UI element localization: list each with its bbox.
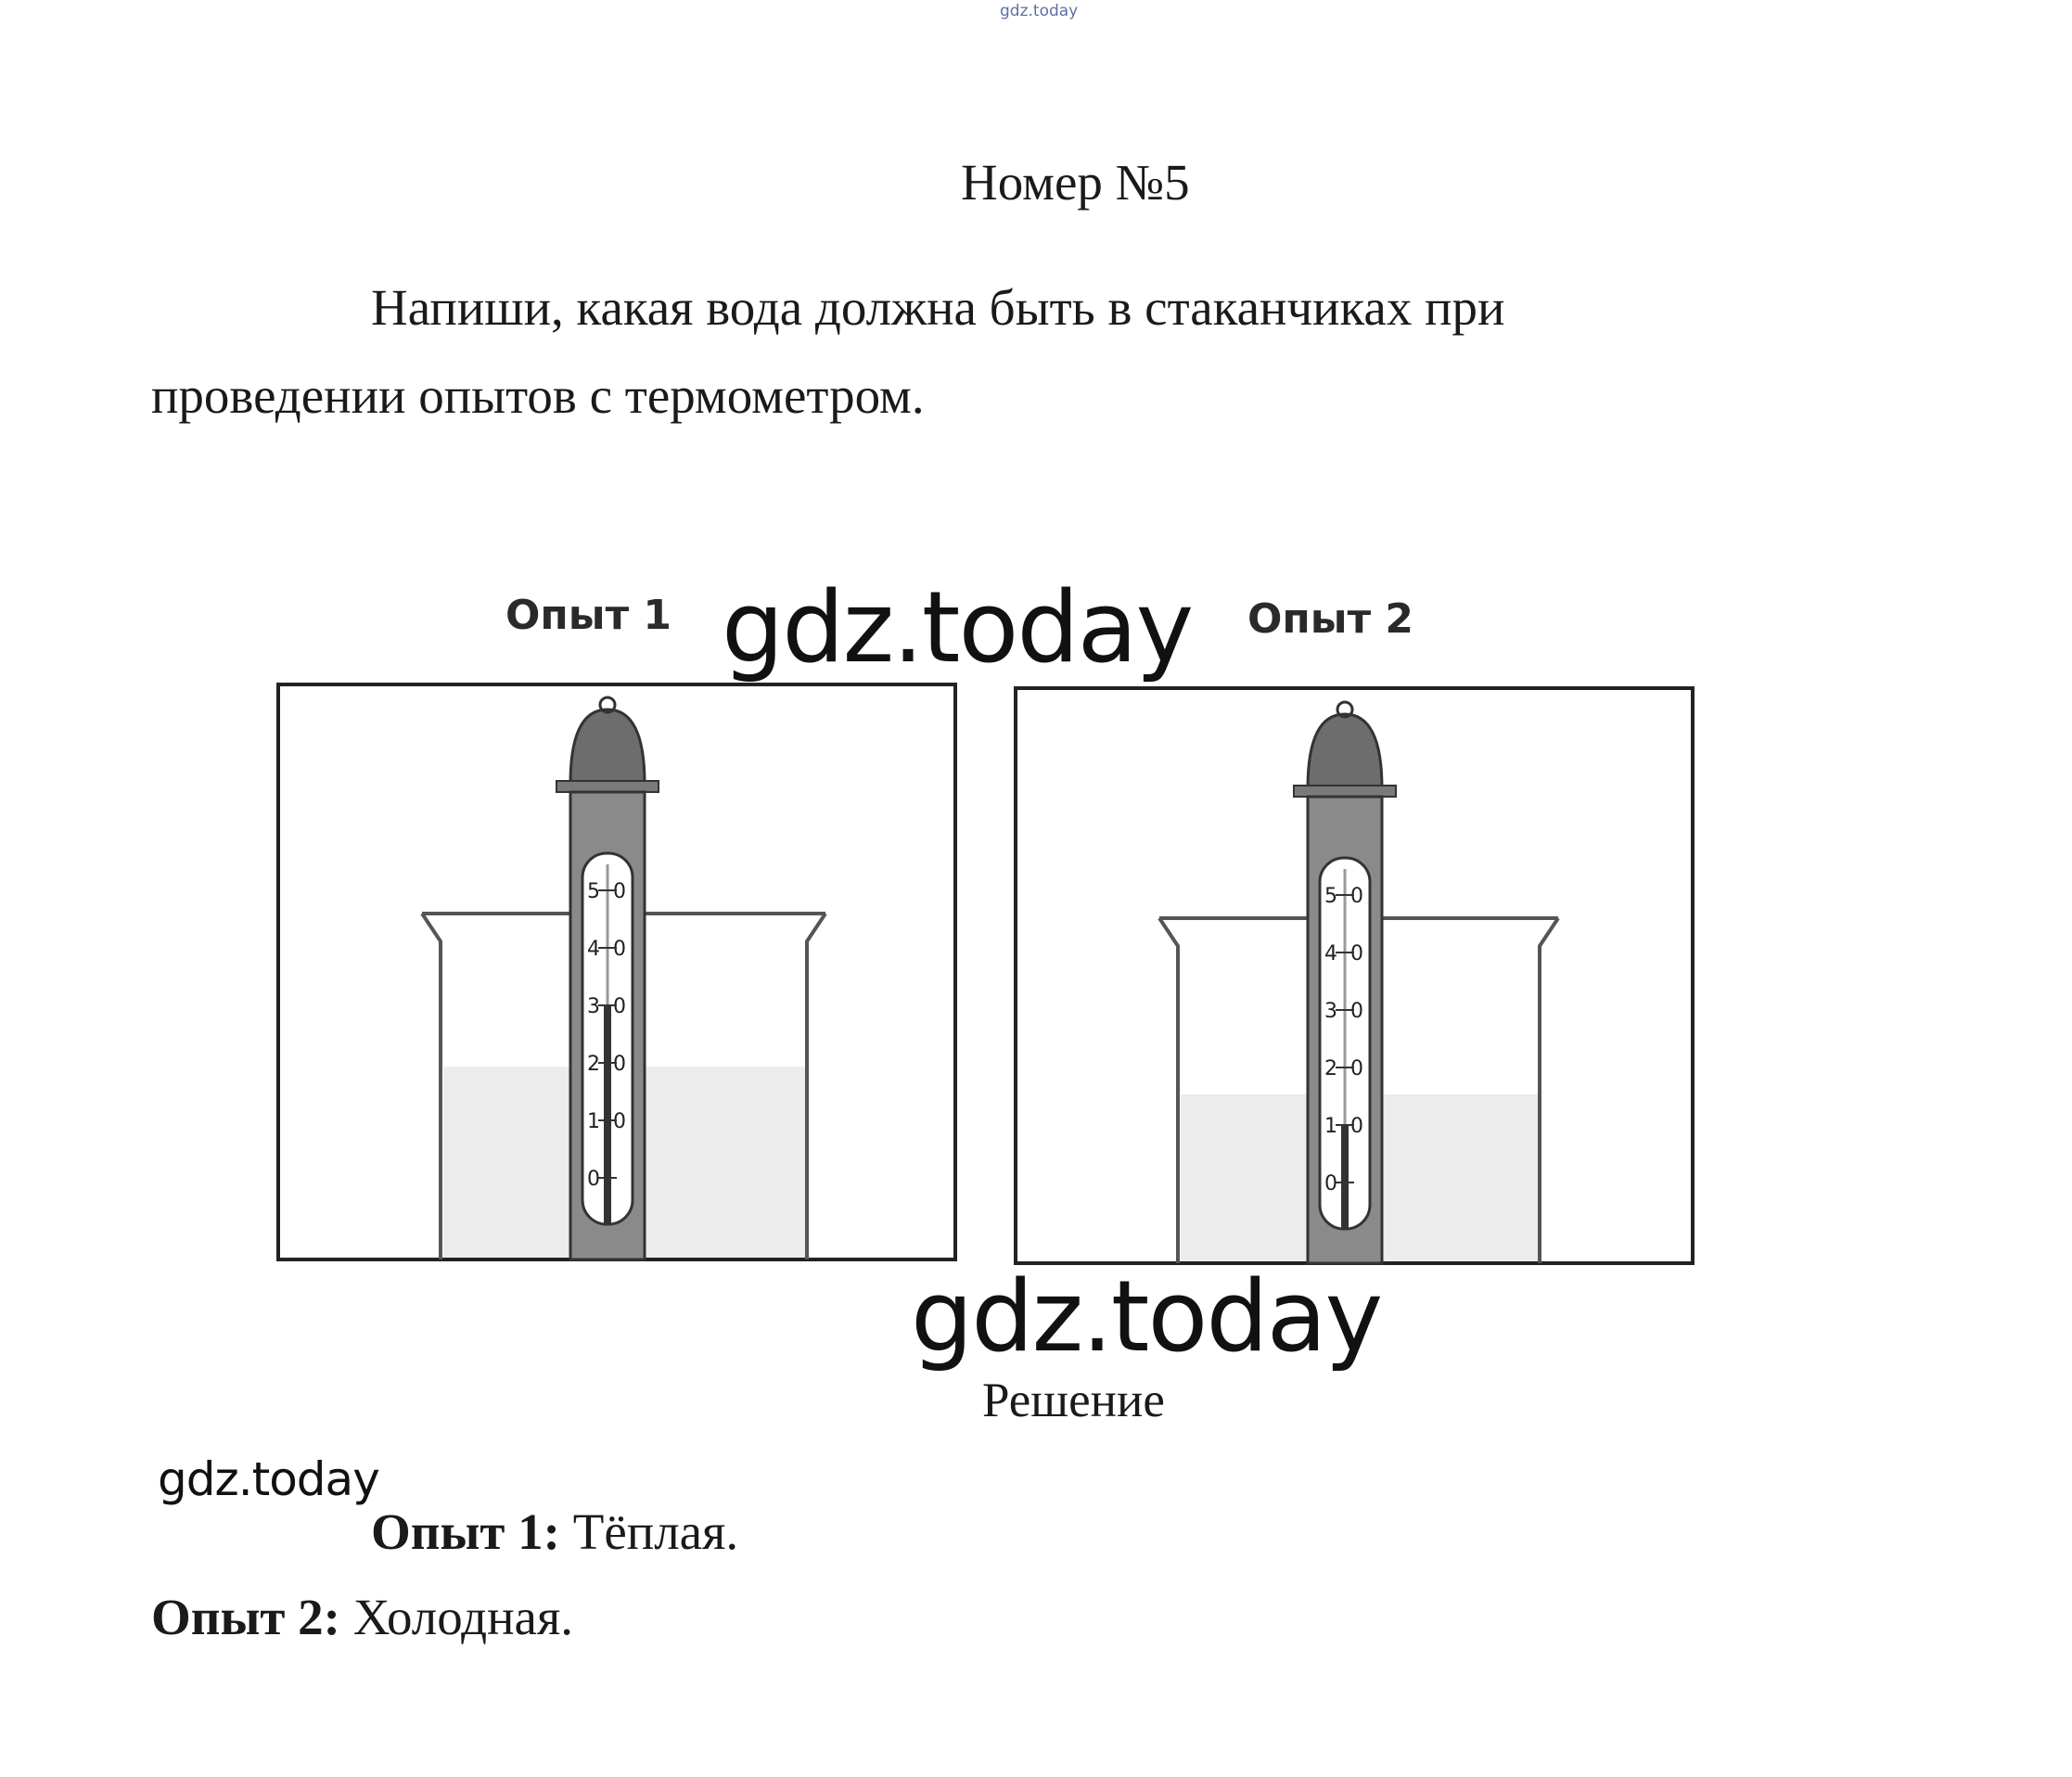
scale-label-2-2: 30 — [1324, 1000, 1376, 1023]
experiment-1-label: Опыт 1 — [505, 592, 672, 639]
page-title: Номер №5 — [961, 154, 1190, 211]
scale-label-2-5: 0 — [1324, 1172, 1350, 1195]
scale-label-2-0: 50 — [1324, 885, 1376, 908]
scale-label-1-0: 50 — [587, 880, 639, 903]
task-text-line-2: проведении опытов с термометром. — [151, 367, 925, 424]
solution-heading: Решение — [982, 1374, 1165, 1427]
answer-1 — [371, 1502, 738, 1561]
top-watermark: gdz.today — [1000, 2, 1079, 20]
answer-2 — [151, 1588, 573, 1646]
answer-1-text: Тёплая. — [560, 1503, 739, 1560]
watermark-2: gdz.today — [911, 1259, 1382, 1374]
scale-label-2-1: 40 — [1324, 942, 1376, 965]
scale-label-1-3: 20 — [587, 1053, 639, 1076]
answer-2-text: Холодная. — [340, 1589, 574, 1645]
scale-label-1-4: 10 — [587, 1110, 639, 1133]
experiment-2-label: Опыт 2 — [1247, 595, 1414, 643]
experiment-1-panel — [278, 684, 955, 1259]
task-text-line-1: Напиши, какая вода должна быть в стаканчиках при — [371, 279, 1505, 336]
watermark-1: gdz.today — [722, 570, 1193, 684]
scale-label-1-5: 0 — [587, 1168, 613, 1191]
scale-label-2-3: 20 — [1324, 1057, 1376, 1080]
thermometer-2 — [1294, 702, 1396, 1263]
thermometer-1 — [556, 697, 659, 1259]
watermark-3: gdz.today — [158, 1452, 379, 1506]
scale-label-2-4: 10 — [1324, 1115, 1376, 1138]
answer-1-label: Опыт 1: — [371, 1503, 560, 1560]
experiment-2-panel — [1016, 688, 1693, 1263]
answer-2-label: Опыт 2: — [151, 1589, 340, 1645]
scale-label-1-1: 40 — [587, 938, 639, 961]
scale-label-1-2: 30 — [587, 995, 639, 1018]
